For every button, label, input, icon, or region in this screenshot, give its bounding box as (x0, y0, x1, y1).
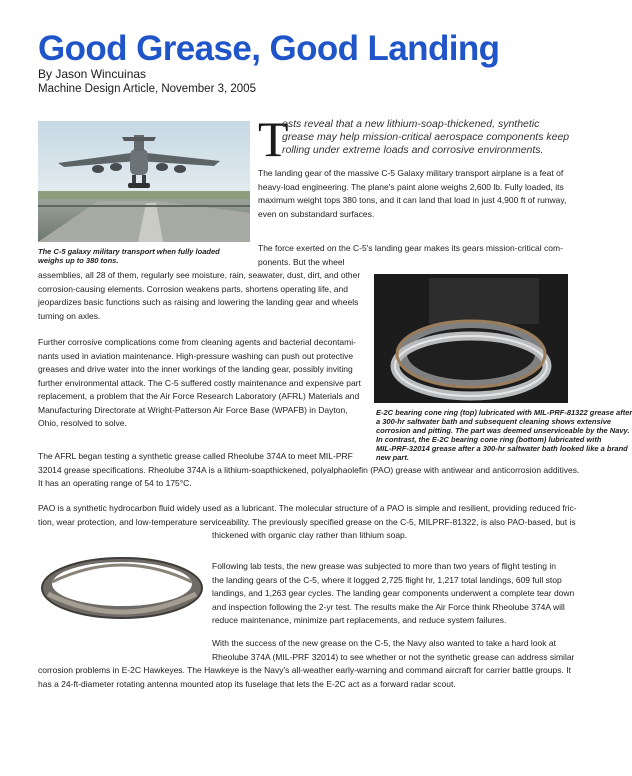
paragraph-2-top (258, 242, 578, 269)
text-line: It has an operating range of 54 to 175°C. (38, 478, 192, 488)
text-line: Rheolube 374A (MIL-PRF 32014) to see whether or not the synthetic grease can address similar (212, 651, 575, 662)
bearing-cone-rings-icon (374, 274, 568, 403)
text-line: ponents. But the wheel (258, 256, 345, 267)
text-line: The AFRL began testing a synthetic grease called Rheolube 374A to meet MIL-PRF (38, 451, 353, 461)
text-line: Following lab tests, the new grease was subjected to more than two years of flight testing in (212, 561, 556, 571)
c5-galaxy-aircraft-icon (38, 121, 250, 242)
author-byline: By Jason Wincuinas (38, 67, 147, 81)
text-line: maximum weight tops 380 tons, and it can land that load in just 4,900 ft of runway, (258, 195, 567, 205)
text-line: turning on axles. (38, 310, 101, 321)
text-line: even on substandard surfaces. (258, 208, 375, 219)
c5-photo-caption (38, 247, 238, 265)
text-line: corrosion problems in E-2C Hawkeyes. The Hawkeye is the Navy's all-weather early-warning and command aircraft for carrier battle groups. It (38, 665, 571, 675)
drop-cap: T (258, 111, 289, 167)
text-line: 32014 grease specifications. Rheolube 374A is a lithium-soapthickened, polyalphaolefin (PAO) grease with antiwear and anticorrosion additives. (38, 464, 580, 475)
text-line: landings, and 1,263 gear cycles. The landing gear components underwent a complete tear down (212, 588, 575, 598)
text-line: the landing gears of the C-5, where it logged 2,725 flight hr, 1,217 total landings, 609 full stop (212, 574, 562, 585)
text-line: thickened with organic clay rather than lithium soap. (212, 530, 408, 540)
paragraph-3 (38, 336, 368, 431)
text-line: nants used in aviation maintenance. High-pressure washing can push out protective (38, 350, 354, 361)
text-line: replacement, a problem that the Air Force Research Laboratory (AFRL) Materials and (38, 391, 360, 401)
text-line: has a 24-ft-diameter rotating antenna mounted atop its fuselage that lets the E-2C act as a forward radar scout. (38, 678, 456, 689)
text-line: With the success of the new grease on the C-5, the Navy also wanted to take a hard look at (212, 638, 556, 648)
caption-line: MIL-PRF-32014 grease after a 300-hr saltwater bath looked like a brand (376, 444, 628, 453)
article-title: Good Grease, Good Landing (38, 29, 500, 68)
worn-bearing-ring-icon (38, 544, 206, 632)
caption-line: The C-5 galaxy military transport when fully loaded (38, 247, 220, 256)
text-line: Manufacturing Directorate at Wright-Patterson Air Force Base (WPAFB) in Dayton, (38, 404, 348, 415)
text-line: Ohio, resolved to solve. (38, 418, 127, 428)
caption-line: weighs up to 380 tons. (38, 256, 119, 265)
paragraph-7-bottom (38, 664, 571, 691)
c5-landing-photo (38, 121, 250, 242)
text-line: reduce maintenance, minimize part replacements, and reduce system failures. (212, 615, 507, 625)
text-line: The force exerted on the C-5's landing gear makes its gears mission-critical com- (258, 243, 563, 253)
text-line: greases and drive water into the inner workings of the landing gear, possibly inviting (38, 364, 353, 374)
text-line: and inspection following the 2-yr test. The results make the Air Force think Rheolube 374A will (212, 601, 565, 612)
text-line: assemblies, all 28 of them, regularly see moisture, rain, seawater, dust, dirt, and other (38, 270, 361, 280)
text-line: tion, wear protection, and low-temperature serviceability. The previously specified grease on the C-5, MILPRF-81322, is also PAO-based, but is (38, 516, 576, 527)
caption-line: corrosion and pitting. The part was deemed unserviceable by the Navy. (376, 426, 630, 435)
caption-line: E-2C bearing cone ring (top) lubricated with MIL-PRF-81322 grease after (376, 408, 632, 417)
article-deck: ests reveal that a new lithium-soap-thickened, synthetic grease may help mission-critical aerospace components keep rolling under extreme loads and corrosive environments. (282, 118, 570, 156)
paragraph-7-top (212, 637, 575, 664)
text-line: jeopardizes basic functions such as raising and lowering the landing gear and wheels (38, 297, 359, 307)
paragraph-4 (38, 450, 580, 491)
caption-line: new part. (376, 453, 409, 462)
paragraph-2-bottom (38, 269, 368, 323)
paragraph-6 (212, 560, 575, 628)
text-line: The landing gear of the massive C-5 Galaxy military transport airplane is a feat of (258, 168, 564, 178)
text-line: PAO is a synthetic hydrocarbon fluid widely used as a lubricant. The molecular structure of a PAO is simple and resilient, providing reduced fric- (38, 503, 577, 513)
paragraph-1 (258, 167, 578, 221)
caption-line: In contrast, the E-2C bearing cone ring (bottom) lubricated with (376, 435, 602, 444)
text-line: further environmental attack. The C-5 suffered costly maintenance and expensive part (38, 377, 361, 388)
text-line: Further corrosive complications come from cleaning agents and bacterial decontami- (38, 337, 356, 347)
bearing-rings-photo (374, 274, 568, 403)
paragraph-5 (38, 502, 577, 543)
source-dateline: Machine Design Article, November 3, 2005 (38, 83, 256, 95)
text-line: corrosion-causing elements. Corrosion weakens parts, shortens operating life, and (38, 283, 348, 294)
worn-ring-photo (38, 544, 206, 632)
text-line: heavy-load engineering. The plane's paint alone weighs 2,600 lb. Fully loaded, its (258, 181, 564, 192)
caption-line: a 300-hr saltwater bath and subsequent cleaning shows extensive (376, 417, 612, 426)
